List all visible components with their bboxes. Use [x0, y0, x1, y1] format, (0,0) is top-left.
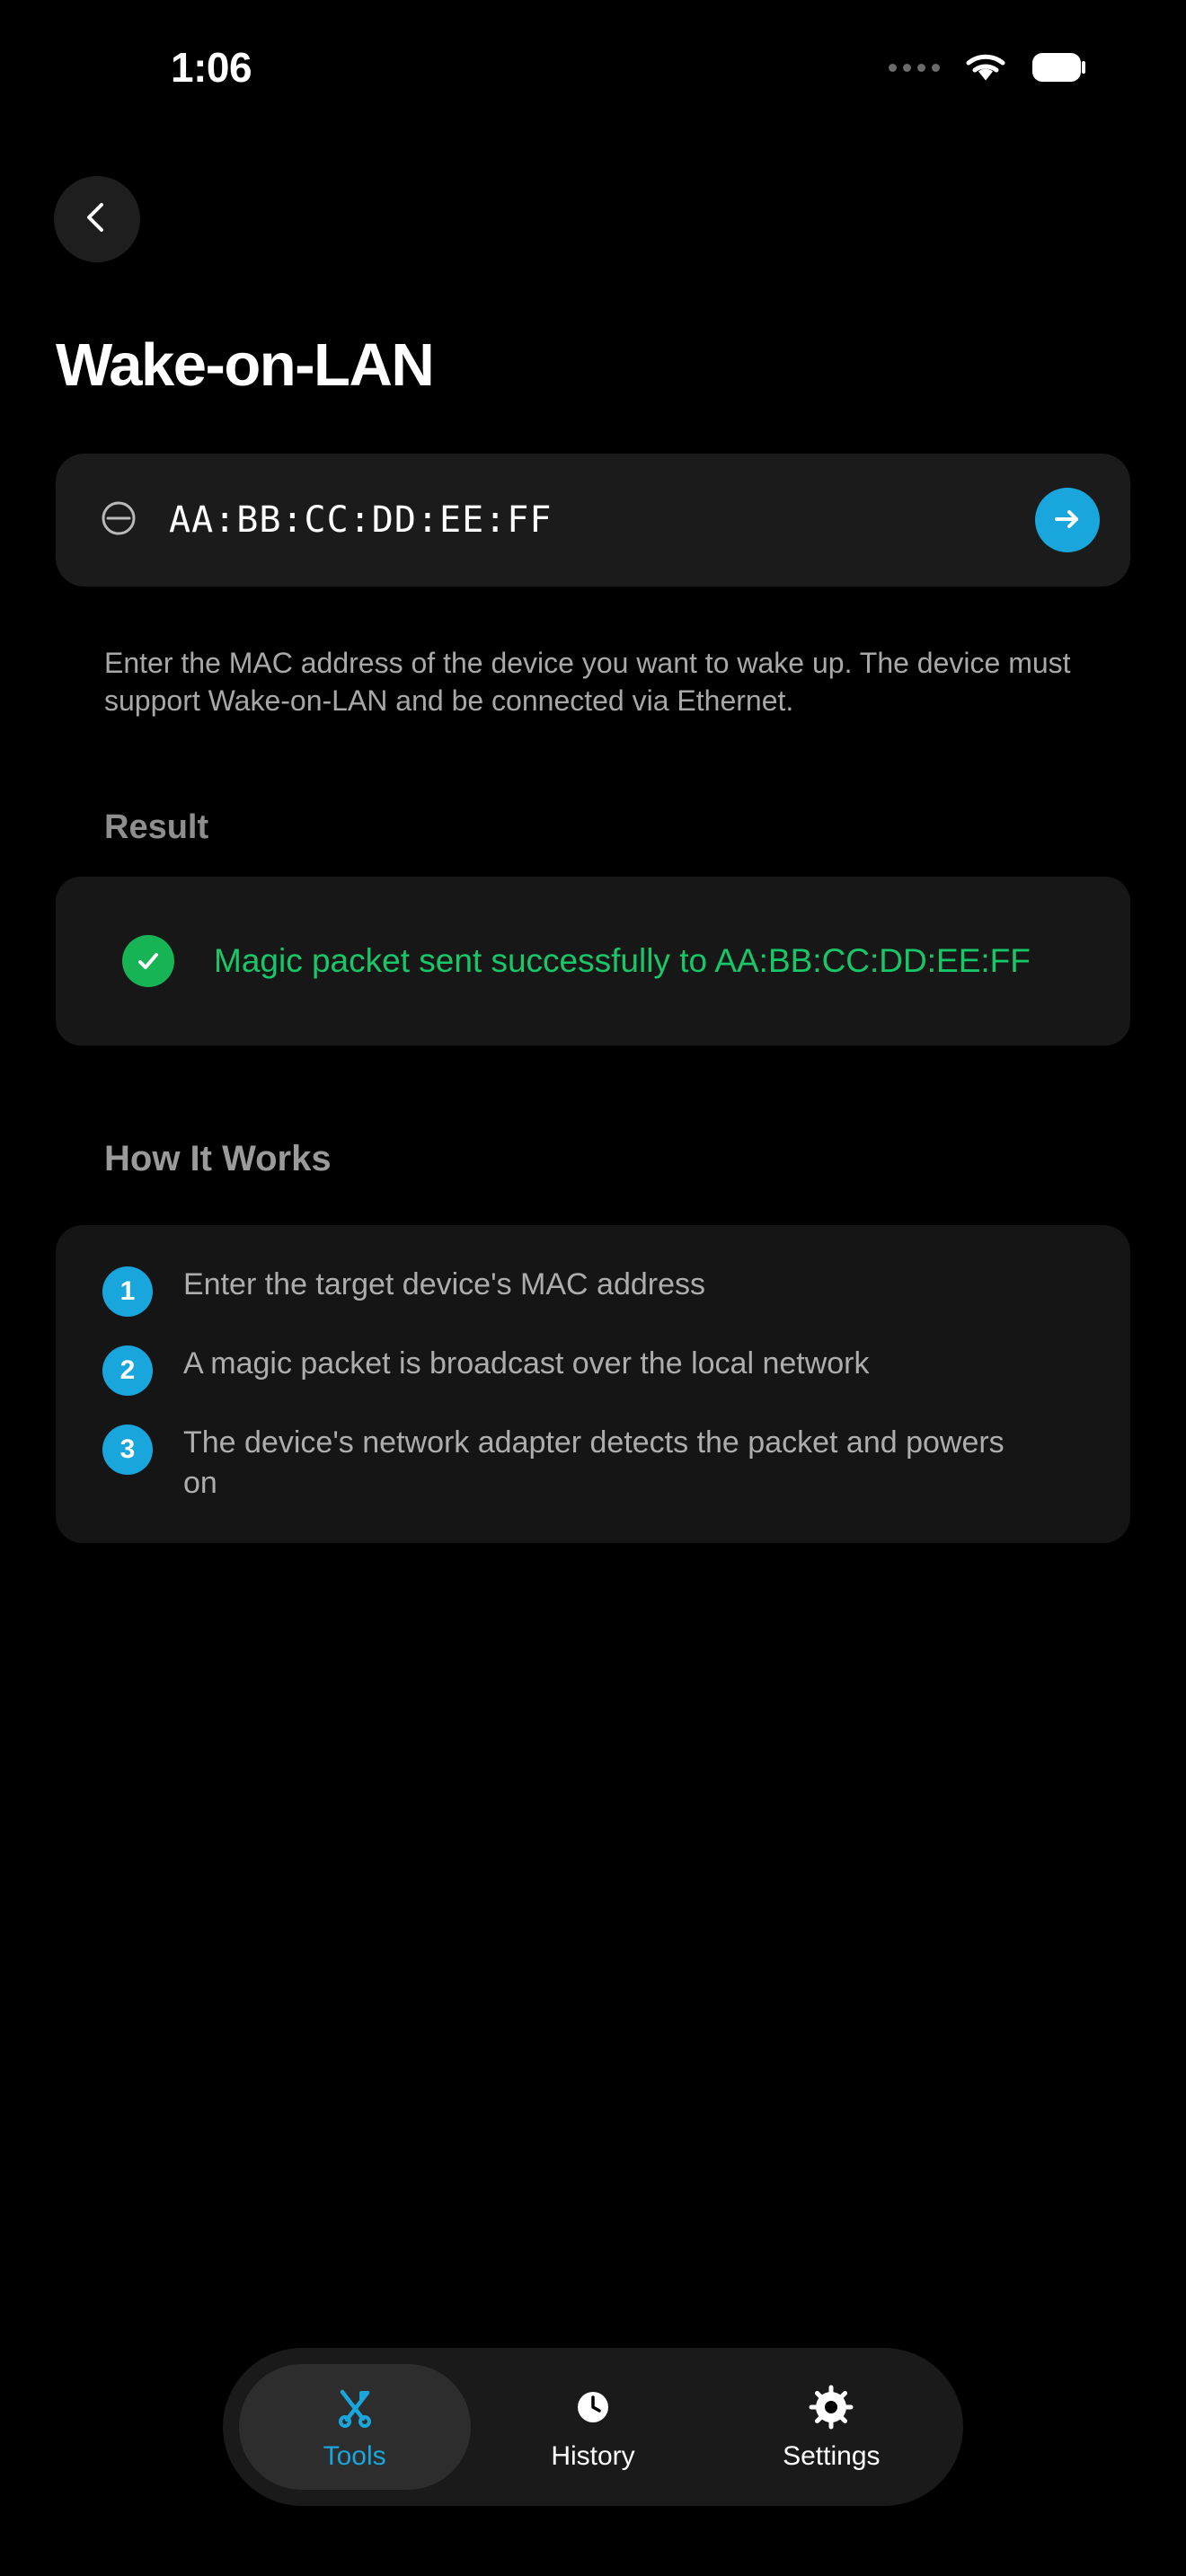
step-number: 1 — [102, 1266, 153, 1317]
step-text: The device's network adapter detects the packet and powers on — [183, 1425, 1005, 1500]
result-card — [56, 877, 1130, 1045]
helper-text: Enter the MAC address of the device you want to wake up. The device must support Wake-on-LAN and be connected via Ethernet. — [104, 647, 1071, 717]
tab-settings[interactable] — [715, 2364, 947, 2490]
step-number: 3 — [102, 1425, 153, 1475]
status-time: 1:06 — [171, 44, 252, 91]
tab-tools[interactable] — [239, 2364, 471, 2490]
back-button[interactable] — [54, 176, 140, 262]
chevron-left-icon — [79, 199, 115, 240]
page-title: Wake-on-LAN — [56, 331, 434, 399]
arrow-right-icon — [1050, 502, 1084, 539]
send-magic-packet-button[interactable] — [1035, 488, 1100, 552]
step-text: A magic packet is broadcast over the local network — [183, 1346, 870, 1381]
list-item — [102, 1423, 1089, 1504]
tab-label: Tools — [323, 2441, 386, 2471]
battery-icon — [1031, 52, 1087, 83]
gear-icon — [807, 2382, 855, 2432]
tools-icon — [331, 2382, 379, 2432]
wifi-icon — [963, 50, 1008, 84]
how-it-works-card — [56, 1225, 1130, 1543]
step-text: Enter the target device's MAC address — [183, 1267, 705, 1301]
signal-dots-icon — [889, 64, 940, 72]
status-indicators — [889, 50, 1087, 84]
clock-icon — [569, 2382, 617, 2432]
step-number: 2 — [102, 1345, 153, 1396]
mac-address-input[interactable]: AA:BB:CC:DD:EE:FF — [169, 499, 553, 541]
result-section-label: Result — [104, 808, 209, 846]
list-item — [102, 1344, 1089, 1396]
check-circle-icon — [122, 935, 174, 987]
bottom-navigation — [223, 2348, 963, 2506]
tab-history[interactable] — [477, 2364, 709, 2490]
how-it-works-label: How It Works — [104, 1139, 332, 1178]
mac-address-input-card[interactable] — [56, 454, 1130, 587]
tab-label: History — [551, 2441, 635, 2471]
status-bar — [0, 0, 1186, 135]
tab-label: Settings — [783, 2441, 881, 2471]
result-message: Magic packet sent successfully to AA:BB:CC:DD:EE:FF — [214, 941, 1031, 979]
ethernet-port-icon — [99, 498, 138, 543]
list-item — [102, 1265, 1089, 1317]
